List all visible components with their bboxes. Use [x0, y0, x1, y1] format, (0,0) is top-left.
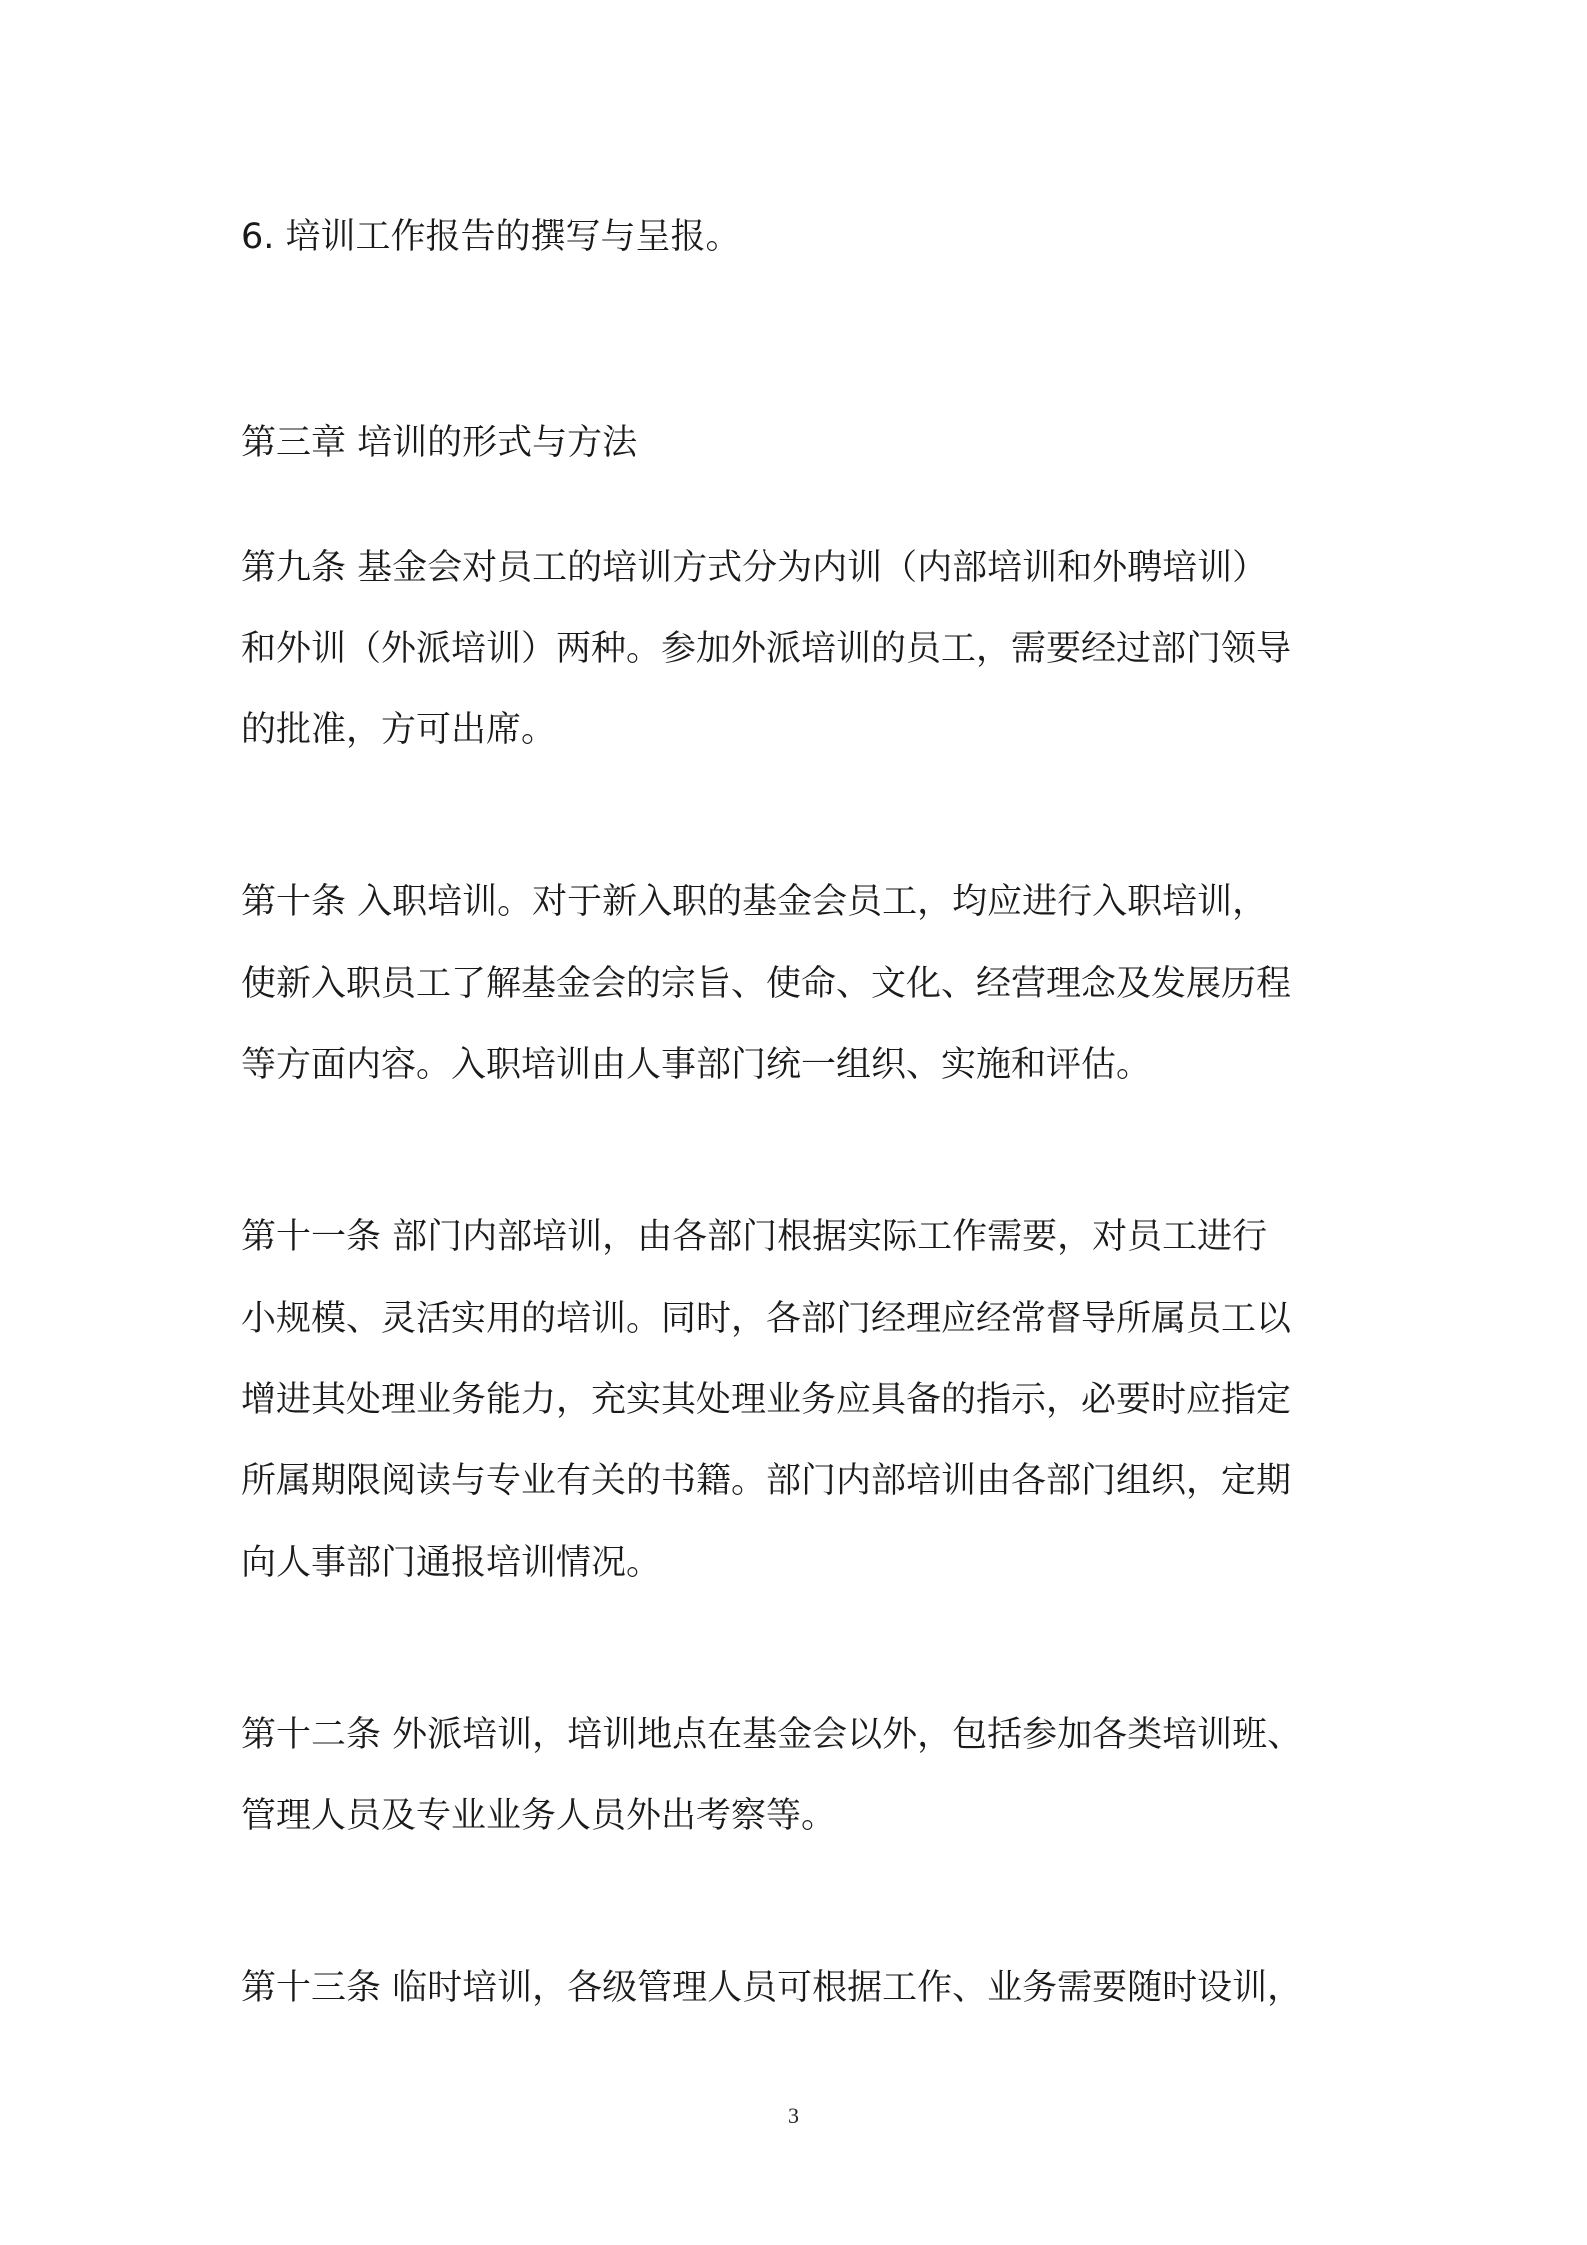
article-9-line-1: 第九条 基金会对员工的培训方式分为内训（内部培训和外聘培训） [241, 548, 1268, 588]
article-11-line-4: 所属期限阅读与专业有关的书籍。部门内部培训由各部门组织，定期 [241, 1461, 1292, 1501]
article-11-line-3: 增进其处理业务能力，充实其处理业务应具备的指示，必要时应指定 [241, 1380, 1292, 1420]
article-12-line-1: 第十二条 外派培训，培训地点在基金会以外，包括参加各类培训班、 [241, 1715, 1303, 1755]
article-13-line-1: 第十三条 临时培训，各级管理人员可根据工作、业务需要随时设训， [241, 1968, 1303, 2008]
article-11-line-5: 向人事部门通报培训情况。 [241, 1543, 662, 1583]
article-11-line-2: 小规模、灵活实用的培训。同时，各部门经理应经常督导所属员工以 [241, 1299, 1292, 1339]
article-11-line-1: 第十一条 部门内部培训，由各部门根据实际工作需要，对员工进行 [241, 1217, 1268, 1257]
article-10-line-1: 第十条 入职培训。对于新入职的基金会员工，均应进行入职培训， [241, 882, 1268, 922]
chapter-heading: 第三章 培训的形式与方法 [241, 423, 638, 463]
article-12-line-2: 管理人员及专业业务人员外出考察等。 [241, 1796, 837, 1836]
article-9-line-2: 和外训（外派培训）两种。参加外派培训的员工，需要经过部门领导 [241, 629, 1292, 669]
article-9-line-3: 的批准，方可出席。 [241, 710, 557, 750]
list-item-6: 6. 培训工作报告的撰写与呈报。 [241, 217, 741, 257]
page-number: 3 [788, 2103, 799, 2128]
article-10-line-3: 等方面内容。入职培训由人事部门统一组织、实施和评估。 [241, 1045, 1152, 1085]
article-10-line-2: 使新入职员工了解基金会的宗旨、使命、文化、经营理念及发展历程 [241, 964, 1292, 1004]
